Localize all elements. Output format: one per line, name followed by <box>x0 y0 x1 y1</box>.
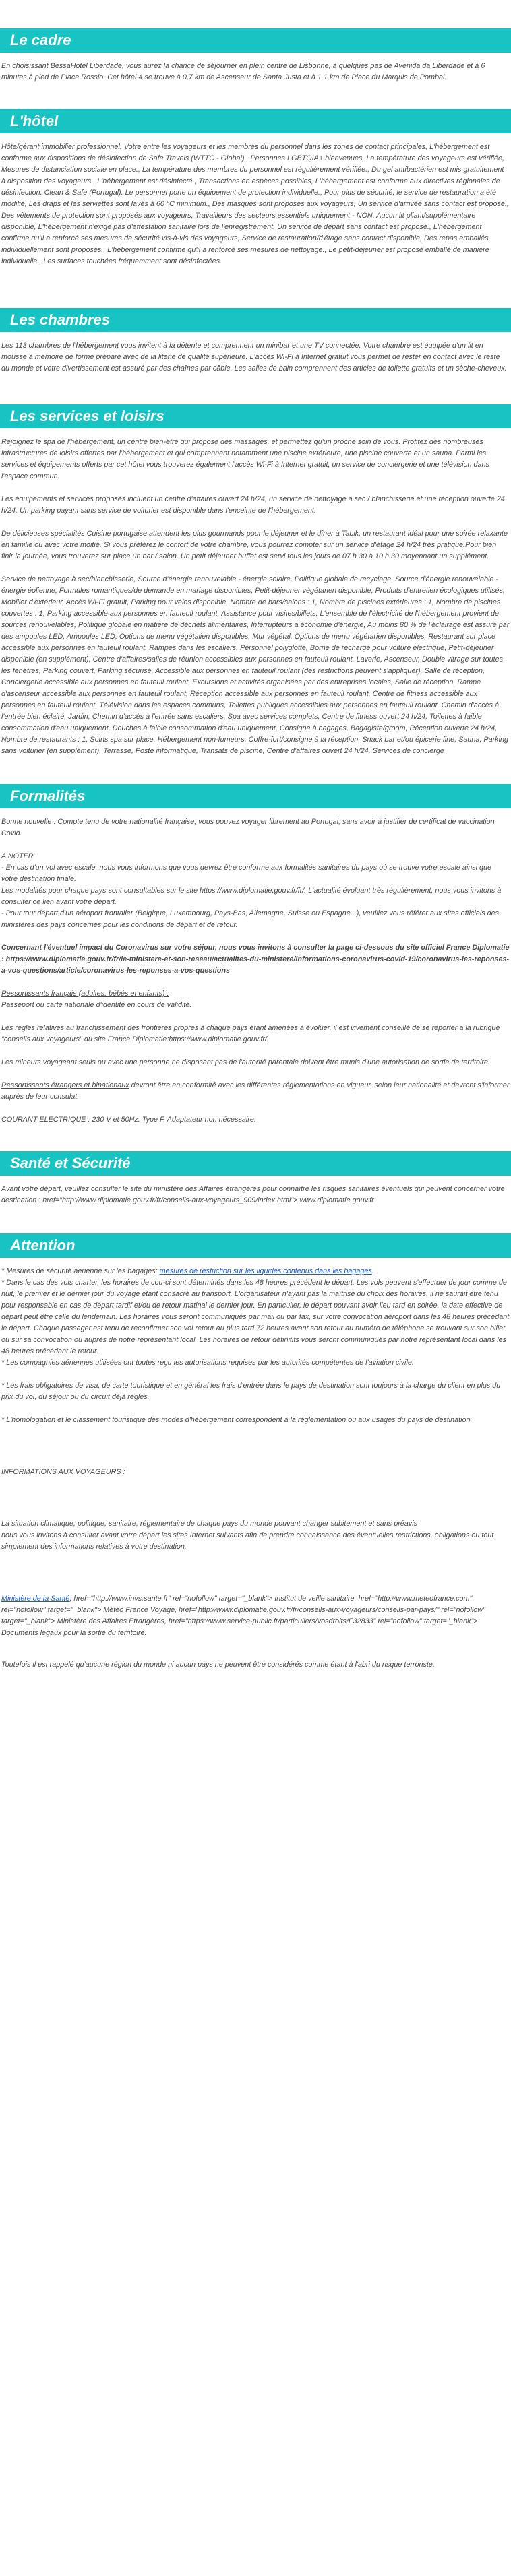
attention-p8 <box>1 1593 510 1639</box>
chambres-text: Les 113 chambres de l'hébergement vous invitent à la détente et comprennent un minibar et une TV connectée. Votre chambre est équipée d'un lit en mousse à mémoire de forme préparé avec de la literie de qualité supérieure. L'accès Wi-Fi à Internet gratuit vous permet de rester en contact avec le reste du monde et votre divertissement est assuré par des chaînes par câble. Les salles de bain comprennent des articles de toilette gratuits et un sèche-cheveux. <box>1 342 507 373</box>
cadre-text: En choisissant BessaHotel Liberdade, vous aurez la chance de séjourner en plein centre de Lisbonne, à quelques pas de Avenida da Liberdade et à 6 minutes à pied de Place Rossio. Cet hôtel 4 se trouve à 0,7 km de Ascenseur de Santa Justa et à 1,1 km de Place du Marquis de Pombal. <box>1 62 485 82</box>
attention-p4: * Les frais obligatoires de visa, de carte touristique et en général les frais d'entrée dans le pays de destination sont toujours à la charge du client en plus du prix du vol, du séjour ou du circuit déjà réglés. <box>1 1382 501 1401</box>
formalites-etrangers-text: devront être en conformité avec les différentes réglementations en vigueur, selon leur nationalité et devront s'informer auprès de leur consulat. <box>1 1081 510 1101</box>
section-formalites <box>0 784 511 1126</box>
formalites-p1: Bonne nouvelle : Compte tenu de votre nationalité française, vous pouvez voyager librement au Portugal, sans avoir à justifier de certificat de vaccination Covid. <box>1 818 495 837</box>
section-title-formalites: Formalités <box>0 784 511 808</box>
attention-p1-suffix: . <box>371 1267 374 1275</box>
section-title-services: Les services et loisirs <box>0 404 511 428</box>
section-body-hotel <box>0 133 511 267</box>
section-title-sante: Santé et Sécurité <box>0 1151 511 1176</box>
formalites-regles: Les règles relatives au franchissement des frontières propres à chaque pays étant amenées à évoluer, il est vivement conseillé de se reporter à la rubrique "conseils aux voyageurs" du site France Diplomatie:https://www.diplomatie.gouv.fr/. <box>1 1024 500 1043</box>
attention-p1-prefix: * Mesures de sécurité aérienne sur les bagages: <box>1 1267 160 1275</box>
formalites-note-title: A NOTER <box>1 852 34 860</box>
section-title-hotel: L'hôtel <box>0 109 511 133</box>
section-sante <box>0 1151 511 1206</box>
section-body-attention <box>0 1258 511 1671</box>
section-services <box>0 404 511 757</box>
attention-p6: INFORMATIONS AUX VOYAGEURS : <box>1 1468 125 1476</box>
ministere-sante-link[interactable]: Ministère de la Santé <box>1 1595 70 1603</box>
formalites-etrangers <box>1 1080 510 1103</box>
section-body-chambres <box>0 332 511 375</box>
section-title-attention: Attention <box>0 1233 511 1258</box>
attention-p2: * Dans le cas des vols charter, les horaires de cou-ci sont déterminés dans les 48 heures précédent le départ. Les vols peuvent s'effectuer de jour comme de nuit, le premier et le dernier jour du voyage étant consacré au transport. L'organisateur n'ayant pas la maîtrise du choix des horaires, il ne saurait être tenu pour responsable en cas de départ tardif et/ou de retour matinal le dernier jour. En particulier, le départ pouvant avoir lieu tard en soirée, la date effective de départ peut être celle du lendemain. Les horaires vous seront communiqués par mail ou par fax, sur votre convocation aéroport dans les 48 heures précédant le départ. Chaque passager est tenu de reconfirmer son vol retour au plus tard 72 heures avant son retour au numéro de téléphone se trouvant sur son billet ou sur sa convocation ou auprès de notre représentant local. Les horaires de retour définitifs vous seront communiqués par notre représentant local dans les 48 heures précédant le retour. <box>1 1279 510 1355</box>
formalites-ressortissants-text: Passeport ou carte nationale d'identité en cours de validité. <box>1 1001 192 1009</box>
services-p2: Les équipements et services proposés incluent un centre d'affaires ouvert 24 h/24, un service de nettoyage à sec / blanchisserie et une réception ouverte 24 h/24. Un parking payant sans service de voiturier est disponible dans l'enceinte de l'hébergement. <box>1 495 505 515</box>
section-body-cadre <box>0 53 511 84</box>
services-p3: De délicieuses spécialités Cuisine portugaise attendent les plus gourmands pour le déjeuner et le dîner à Tabik, un restaurant idéal pour une soirée relaxante en famille ou avec votre moitié. Si vous préférez le confort de votre chambre, vous pourrez compter sur un service d'étage 24 h/24 très pratique.Pour bien finir la journée, vous trouverez sur place un bar / salon. Un petit déjeuner buffet est servi tous les jours de 07 h 30 à 10 h 30 moyennant un supplément. <box>1 529 508 560</box>
section-title-chambres: Les chambres <box>0 308 511 332</box>
section-body-formalites <box>0 808 511 1126</box>
attention-p9: Toutefois il est rappelé qu'aucune région du monde ni aucun pays ne peuvent être considérés comme étant à l'abri du risque terroriste. <box>1 1661 435 1669</box>
attention-p8-text: , href="http://www.invs.sante.fr" rel="nofollow" target="_blank"> Institut de veille sanitaire, href="http://www.meteofrance.com" rel="nofollow" target="_blank"> Météo France Voyage, href="http://www.diplomatie.gouv.fr/fr/conseils-aux-voyageurs/conseils-par-pays/" rel="nofollow" target="_blank"> Ministère des Affaires Etrangères, href="https://www.service-public.fr/particuliers/vosdroits/F32833" rel="nofollow" target="_blank"> Documents légaux pour la sortie du territoire. <box>1 1595 485 1637</box>
hotel-text: Hôte/gérant immobilier professionnel. Votre entre les voyageurs et les membres du personnel dans les zones de contact principales, L'hébergement est conforme aux dispositions de désinfection de Safe Travels (WTTC - Global)., Personnes LGBTQIA+ bienvenues, La température des voyageurs est vérifiée, Mesures de distanciation sociale en place., La température des membres du personnel est régulièrement vérifiée., Du gel antibactérien est mis gratuitement à disposition des voyageurs., L'hébergement est désinfecté., Transactions en espèces possibles, L'hébergement est conforme aux directives régionales de désinfection. Clean & Safe (Portugal). Le personnel porte un équipement de protection individuelle., Pour plus de sécurité, le service de restauration a été modifié, Les draps et les serviettes sont lavés à 60 °C minimum., Des masques sont proposés aux voyageurs, Un service d'arrivée sans contact est proposé., Des vêtements de protection sont proposés aux voyageurs, Travailleurs des secteurs essentiels uniquement - NON, Aucun lit pliant/supplémentaire disponible, L'hébergement n'exige pas d'attestation sanitaire lors de l'enregistrement, Un service de départ sans contact est proposé., L'hébergement confirme qu'il a renforcé ses mesures de sécurité vis-à-vis des voyageurs, Service de restauration/d'étage sans contact disponible, Des repas emballés individuellement sont proposés., L'hébergement confirme qu'il a renforcé ses mesures de nettoyage., Le petit-déjeuner est proposé emballé de manière individuelle., Les surfaces touchées fréquemment sont désinfectées. <box>1 143 509 265</box>
section-title-cadre: Le cadre <box>0 28 511 53</box>
section-body-sante <box>0 1176 511 1206</box>
liquids-restriction-link[interactable]: mesures de restriction sur les liquides contenus dans les bagages <box>159 1267 372 1275</box>
section-attention <box>0 1233 511 1671</box>
formalites-coronavirus: Concernant l'éventuel impact du Coronavirus sur votre séjour, nous vous invitons à consulter la page ci-dessous du site officiel France Diplomatie : https://www.diplomatie.gouv.fr/fr/le-ministere-et-son-reseau/actualites-du-ministere/informations-coronavirus-covid-19/coronavirus-les-reponses-a-vos-questions/article/coronavirus-les-reponses-a-vos-questions <box>1 944 510 975</box>
formalites-note-line-3: - Pour tout départ d'un aéroport frontalier (Belgique, Luxembourg, Pays-Bas, Allemagne, Suisse ou Espagne...), veuillez vous référer aux sites officiels des ministères des pays concernés pour les conditions de départ et de retour. <box>1 909 500 929</box>
formalites-etrangers-label: Ressortissants étrangers et binationaux <box>1 1081 129 1089</box>
attention-p1 <box>1 1266 510 1277</box>
attention-p7b: nous vous invitons à consulter avant votre départ les sites Internet suivants afin de prendre connaissance des éventuelles restrictions, obligations ou tout simplement des informations relatives à votre destination. <box>1 1531 494 1551</box>
services-p1: Rejoignez le spa de l'hébergement, un centre bien-être qui propose des massages, et permettez qu'un proche soin de vous. Profitez des nombreuses infrastructures de loisirs offertes par l'hébergement et qui comprennent notamment une piscine extérieure, une piscine couverte et un sauna. Parmi les services et équipements offerts par cet hôtel vous trouverez également l'accès Wi-Fi à Internet gratuit, un service de conciergerie et une télévision dans l'espace commun. <box>1 438 489 480</box>
formalites-note-line-2: Les modalités pour chaque pays sont consultables sur le site https://www.diplomatie.gouv.fr/fr/. L'actualité évoluant très régulièrement, nous vous invitons à consulter ce lien avant votre départ. <box>1 887 502 906</box>
attention-p7: La situation climatique, politique, sanitaire, réglementaire de chaque pays du monde pouvant changer subitement et sans préavis <box>1 1520 417 1528</box>
section-hotel <box>0 109 511 267</box>
services-p4: Service de nettoyage à sec/blanchisserie, Source d'énergie renouvelable - énergie solaire, Politique globale de recyclage, Source d'énergie renouvelable - énergie éolienne, Formules romantiques/de demande en mariage disponibles, Petit-déjeuner végétarien disponible, Produits d'entretien écologiques utilisés, Mobilier d'extérieur, Accès Wi-Fi gratuit, Parking pour vélos disponible, Nombre de bars/salons : 1, Nombre de piscines extérieures : 1, Nombre de piscines couvertes : 1, Parking accessible aux personnes en fauteuil roulant, Assistance pour visites/billets, L'ensemble de l'électricité de l'hébergement provient de sources renouvelables, Politique globale en matière de déchets alimentaires, Interrupteurs à économie d'énergie, Au moins 80 % de l'éclairage est assuré par des ampoules LED, Ampoules LED, Options de menu végétalien disponibles, Mur végétal, Options de menu végétarien disponibles, Restaurant sur place accessible aux personnes en fauteuil roulant, Rampes dans les escaliers, Personnel polyglotte, Borne de recharge pour voiture électrique, Petit-déjeuner disponible (en supplément), Centre d'affaires/salles de réunion accessibles aux personnes en fauteuil roulant, Laverie, Ascenseur, Double vitrage sur toutes les fenêtres, Parking couvert, Parking sécurisé, Accessible aux personnes en fauteuil roulant (des restrictions peuvent s'appliquer), Salle de réception, Conciergerie accessible aux personnes en fauteuil roulant, Excursions et activités organisées par des entreprises locales, Salle de réception, Rampe d'ascenseur accessible aux personnes en fauteuil roulant, Réception accessible aux personnes en fauteuil roulant, Centre de fitness accessible aux personnes en fauteuil roulant, Télévision dans les espaces communs, Toilettes publiques accessibles aux personnes en fauteuil roulant, Chemin d'accès à l'entrée bien éclairé, Jardin, Chemin d'accès à l'entrée sans escaliers, Spa avec services complets, Centre de fitness ouvert 24 h/24, Toilettes à faible consommation d'eau uniquement, Douches à faible consommation d'eau uniquement, Consigne à bagages, Bagagiste/groom, Réception ouverte 24 h/24, Nombre de restaurants : 1, Soins spa sur place, Hébergement non-fumeurs, Coffre-fort/consigne à la réception, Snack bar et/ou épicerie fine, Sauna, Parking sans voiturier (en supplément), Terrasse, Poste informatique, Transats de piscine, Centre d'affaires ouvert 24 h/24, Services de concierge <box>1 575 510 755</box>
section-body-services <box>0 428 511 757</box>
formalites-note-line-1: - En cas d'un vol avec escale, nous vous informons que vous devrez être conforme aux formalités sanitaires du pays où se trouve votre escale ainsi que votre destination finale. <box>1 864 492 883</box>
sante-text: Avant votre départ, veuillez consulter le site du ministère des Affaires étrangères pour connaître les risques sanitaires éventuels qui peuvent concerner votre destination : href="http://www.diplomatie.gouv.fr/fr/conseils-aux-voyageurs_909/index.html"> www.diplomatie.gouv.fr <box>1 1185 505 1204</box>
formalites-mineurs: Les mineurs voyageant seuls ou avec une personne ne disposant pas de l'autorité parentale doivent être munis d'une autorisation de sortie de territoire. <box>1 1058 490 1066</box>
attention-p3: * Les compagnies aériennes utilisées ont toutes reçu les autorisations requises par les autorités compétentes de l'aviation civile. <box>1 1359 414 1367</box>
section-chambres <box>0 308 511 375</box>
formalites-ressortissants-title: Ressortissants français (adultes, bébés et enfants) : <box>1 990 169 998</box>
section-cadre <box>0 0 511 84</box>
attention-p5: * L'homologation et le classement touristique des modes d'hébergement correspondent à la réglementation ou aux usages du pays de destination. <box>1 1416 473 1424</box>
formalites-courant: COURANT ELECTRIQUE : 230 V et 50Hz. Type F. Adaptateur non nécessaire. <box>1 1116 256 1124</box>
